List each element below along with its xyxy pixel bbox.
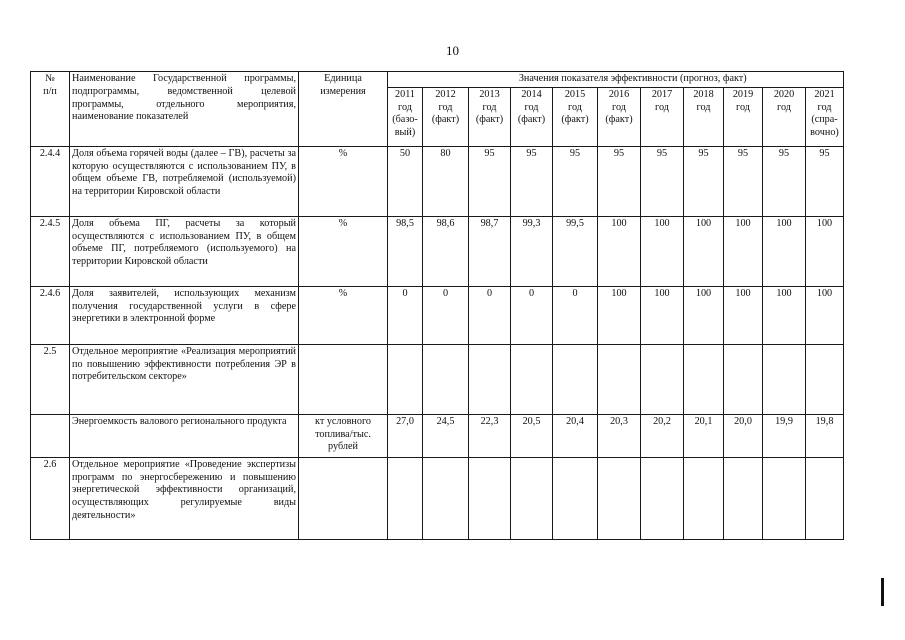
row-value bbox=[806, 457, 844, 539]
header-num: № п/п bbox=[31, 72, 70, 147]
row-value: 100 bbox=[598, 216, 641, 286]
row-value: 100 bbox=[684, 286, 724, 344]
row-value bbox=[684, 344, 724, 414]
row-name: Доля объема ПГ, расчеты за который осуществляются с использованием ПУ, в общем объеме ПГ, потребляемого (используемого) на территории Кировской области bbox=[70, 216, 299, 286]
table-row bbox=[31, 146, 844, 216]
row-value: 100 bbox=[724, 286, 763, 344]
row-value: 95 bbox=[553, 146, 598, 216]
row-value: 20,1 bbox=[684, 414, 724, 457]
table-row bbox=[31, 216, 844, 286]
row-name: Отдельное мероприятие «Проведение экспертизы программ по энергосбережению и повышению энергетической эффективности организаций, осуществляющих регулируемые виды деятельности» bbox=[70, 457, 299, 539]
row-value bbox=[469, 457, 511, 539]
header-year: 2020 год bbox=[763, 87, 806, 146]
header-year: 2015 год (факт) bbox=[553, 87, 598, 146]
row-value: 95 bbox=[511, 146, 553, 216]
row-value: 100 bbox=[684, 216, 724, 286]
row-unit bbox=[299, 457, 388, 539]
row-value: 0 bbox=[423, 286, 469, 344]
row-value: 100 bbox=[598, 286, 641, 344]
row-value: 20,0 bbox=[724, 414, 763, 457]
table-row bbox=[31, 344, 844, 414]
row-value bbox=[388, 344, 423, 414]
row-value: 95 bbox=[684, 146, 724, 216]
indicators-table bbox=[30, 71, 844, 540]
page-number: 10 bbox=[446, 43, 459, 58]
row-value: 98,7 bbox=[469, 216, 511, 286]
scan-edge-mark bbox=[881, 578, 884, 606]
row-unit: кт условного топлива/тыс. рублей bbox=[299, 414, 388, 457]
row-value: 95 bbox=[641, 146, 684, 216]
row-name: Энергоемкость валового регионального продукта bbox=[70, 414, 299, 457]
header-year: 2016 год (факт) bbox=[598, 87, 641, 146]
header-year: 2019 год bbox=[724, 87, 763, 146]
row-value bbox=[806, 344, 844, 414]
row-num: 2.6 bbox=[31, 457, 70, 539]
row-value bbox=[423, 457, 469, 539]
row-value: 20,2 bbox=[641, 414, 684, 457]
row-value: 100 bbox=[641, 286, 684, 344]
row-value bbox=[763, 457, 806, 539]
row-value: 99,3 bbox=[511, 216, 553, 286]
row-value: 95 bbox=[469, 146, 511, 216]
row-value: 100 bbox=[806, 216, 844, 286]
row-value bbox=[511, 344, 553, 414]
row-value: 20,5 bbox=[511, 414, 553, 457]
row-value bbox=[598, 457, 641, 539]
row-value bbox=[511, 457, 553, 539]
table-row bbox=[31, 286, 844, 344]
row-unit bbox=[299, 344, 388, 414]
row-value: 24,5 bbox=[423, 414, 469, 457]
table-row bbox=[31, 457, 844, 539]
row-value: 98,6 bbox=[423, 216, 469, 286]
row-unit: % bbox=[299, 286, 388, 344]
row-num: 2.5 bbox=[31, 344, 70, 414]
row-value: 99,5 bbox=[553, 216, 598, 286]
row-value: 20,3 bbox=[598, 414, 641, 457]
row-value: 19,8 bbox=[806, 414, 844, 457]
header-values-group: Значения показателя эффективности (прогноз, факт) bbox=[423, 72, 844, 88]
header-unit: Единица измерения bbox=[299, 72, 388, 147]
row-value bbox=[469, 344, 511, 414]
row-value bbox=[641, 457, 684, 539]
header-year: 2011 год (базо- вый) bbox=[388, 87, 423, 146]
header-year: 2012 год (факт) bbox=[423, 87, 469, 146]
row-name: Отдельное мероприятие «Реализация мероприятий по повышению эффективности потребления ЭР в потребительском секторе» bbox=[70, 344, 299, 414]
row-value: 0 bbox=[511, 286, 553, 344]
row-value: 0 bbox=[469, 286, 511, 344]
row-value: 0 bbox=[388, 286, 423, 344]
row-name: Доля объема горячей воды (далее – ГВ), расчеты за которую осуществляются с использованием ПУ, в общем объеме ГВ, потребляемой (используемой) на территории Кировской области bbox=[70, 146, 299, 216]
header-year: 2017 год bbox=[641, 87, 684, 146]
row-value bbox=[598, 344, 641, 414]
row-num: 2.4.4 bbox=[31, 146, 70, 216]
row-value bbox=[423, 344, 469, 414]
row-value bbox=[763, 344, 806, 414]
row-value bbox=[724, 344, 763, 414]
header-year: 2018 год bbox=[684, 87, 724, 146]
row-num: 2.4.6 bbox=[31, 286, 70, 344]
row-value: 27,0 bbox=[388, 414, 423, 457]
header-year: 2021 год (спра- вочно) bbox=[806, 87, 844, 146]
row-value: 50 bbox=[388, 146, 423, 216]
row-value: 95 bbox=[763, 146, 806, 216]
row-value bbox=[684, 457, 724, 539]
row-value: 100 bbox=[724, 216, 763, 286]
header-name: Наименование Государственной программы, подпрограммы, ведомственной целевой программы, отдельного мероприятия, наименование показателей bbox=[70, 72, 299, 147]
row-value: 95 bbox=[598, 146, 641, 216]
row-value bbox=[388, 457, 423, 539]
row-num bbox=[31, 414, 70, 457]
row-value: 95 bbox=[724, 146, 763, 216]
row-value bbox=[553, 457, 598, 539]
table-row bbox=[31, 414, 844, 457]
row-value: 100 bbox=[763, 216, 806, 286]
header-year: 2013 год (факт) bbox=[469, 87, 511, 146]
row-value bbox=[724, 457, 763, 539]
row-value: 0 bbox=[553, 286, 598, 344]
row-value: 22,3 bbox=[469, 414, 511, 457]
row-value: 100 bbox=[806, 286, 844, 344]
row-value: 98,5 bbox=[388, 216, 423, 286]
row-value: 100 bbox=[641, 216, 684, 286]
row-value: 20,4 bbox=[553, 414, 598, 457]
row-name: Доля заявителей, использующих механизм получения государственной услуги в сфере энергетики в электронной форме bbox=[70, 286, 299, 344]
row-value: 95 bbox=[806, 146, 844, 216]
row-value bbox=[641, 344, 684, 414]
header-year: 2014 год (факт) bbox=[511, 87, 553, 146]
row-value: 80 bbox=[423, 146, 469, 216]
row-value bbox=[553, 344, 598, 414]
row-num: 2.4.5 bbox=[31, 216, 70, 286]
row-unit: % bbox=[299, 216, 388, 286]
row-value: 100 bbox=[763, 286, 806, 344]
row-unit: % bbox=[299, 146, 388, 216]
row-value: 19,9 bbox=[763, 414, 806, 457]
